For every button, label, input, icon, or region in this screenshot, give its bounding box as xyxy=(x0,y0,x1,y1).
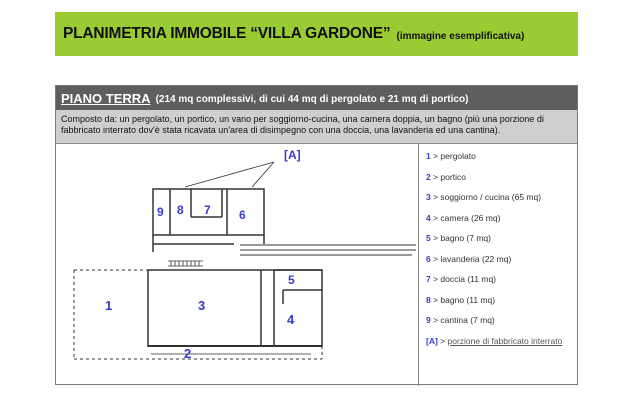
column-divider xyxy=(418,144,419,386)
area-a-label: [A] xyxy=(284,148,301,162)
room-7-label: 7 xyxy=(204,203,211,217)
legend-item: 7 > doccia (11 mq) xyxy=(426,274,497,284)
legend-item: 2 > portico xyxy=(426,171,466,182)
legend-item: 8 > bagno (11 mq) xyxy=(426,294,496,305)
room-1-label: 1 xyxy=(105,298,113,313)
legend-item: [A] > porzione di fabbricato interrato xyxy=(426,335,563,346)
legend-item: 5 > bagno (7 mq) xyxy=(426,233,491,243)
legend-item: 9 > cantina (7 mq) xyxy=(426,315,495,325)
room-6-label: 6 xyxy=(239,208,246,222)
section-subtitle: (214 mq complessivi, di cui 44 mq di pergolato e 21 mq di portico) xyxy=(155,93,469,105)
legend-item: 4 > camera (26 mq) xyxy=(426,212,501,223)
section-header xyxy=(56,86,577,110)
floor-panel xyxy=(55,85,578,385)
floor-plan-drawing xyxy=(56,144,418,386)
page-subtitle: (immagine esemplificativa) xyxy=(396,30,525,42)
legend-item: 3 > soggiorno / cucina (65 mq) xyxy=(426,192,542,202)
legend-note: porzione di fabbricato interrato xyxy=(447,335,563,346)
room-5-label: 5 xyxy=(288,273,295,287)
legend-item: 1 > pergolato xyxy=(426,151,476,161)
legend xyxy=(426,150,576,355)
floor-plan xyxy=(56,144,418,386)
page-title: PLANIMETRIA IMMOBILE “VILLA GARDONE” xyxy=(63,25,391,42)
room-9-label: 9 xyxy=(157,205,164,219)
room-8-label: 8 xyxy=(177,203,184,217)
section-title: PIANO TERRA xyxy=(61,90,151,106)
title-bar xyxy=(55,12,578,56)
room-3-label: 3 xyxy=(198,298,206,313)
room-2-label: 2 xyxy=(184,346,192,361)
room-4-label: 4 xyxy=(287,312,295,327)
section-description: Composto da: un pergolato, un portico, un vano per soggiorno-cucina, una camera doppia, un bagno (più una porzione di fabbricato interrato dov'è stata ricavata un'area di disimpegno con una doccia, una lavanderia ed una cantina). xyxy=(56,110,577,144)
ground-floor-outline xyxy=(148,270,322,346)
legend-item: 6 > lavanderia (22 mq) xyxy=(426,253,512,264)
